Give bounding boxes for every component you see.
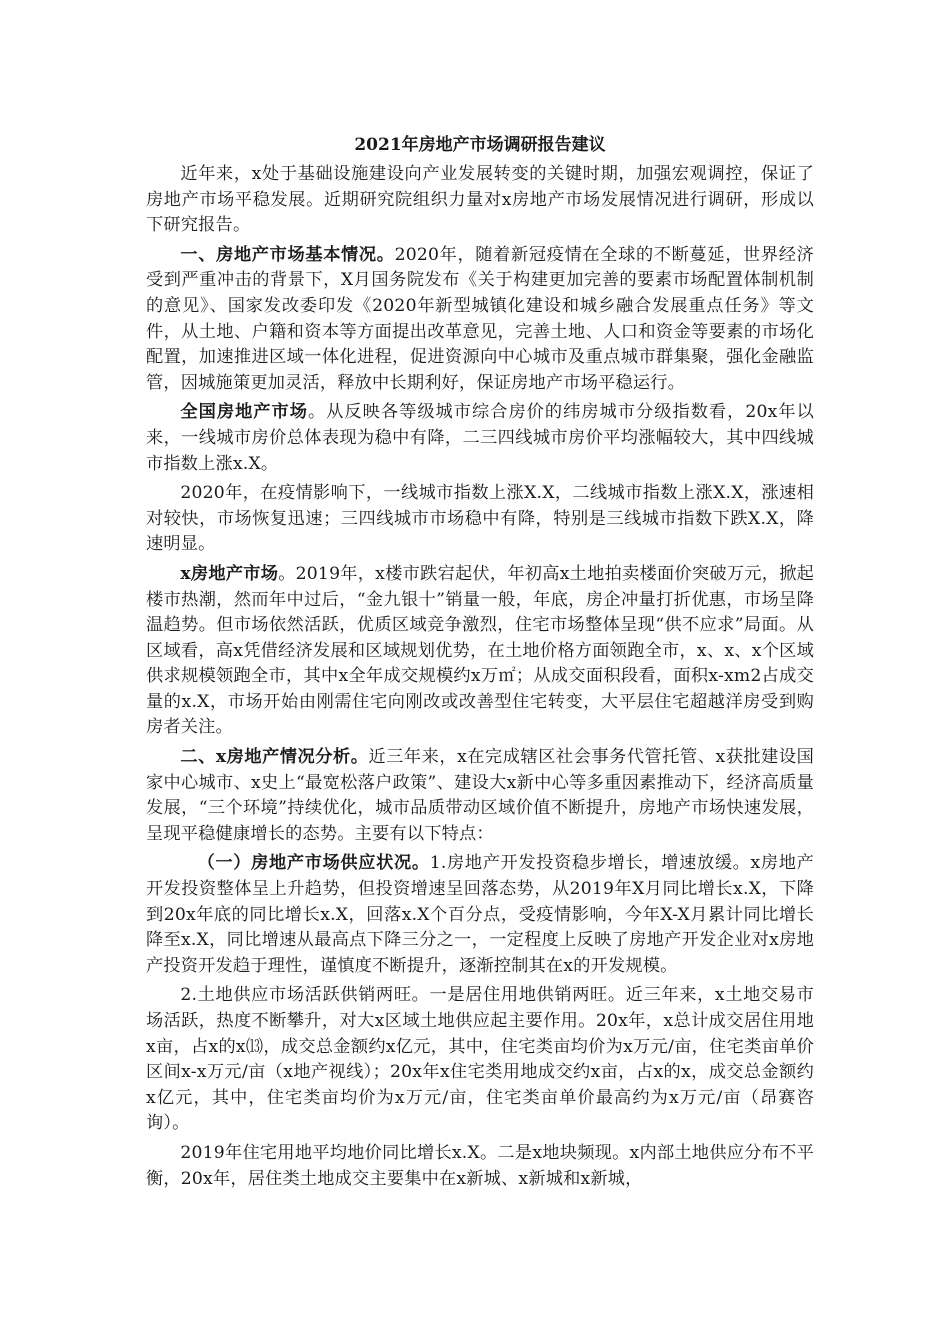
paragraph-text: 2020年，在疫情影响下，一线城市指数上涨X.X，二线城市指数上涨X.X，涨速相对较快，市场恢复迅速；三四线城市市场稳中有降，特别是三线城市指数下跌X.X，降速明显。 — [146, 483, 814, 555]
paragraph-x-market — [146, 562, 814, 741]
paragraph-text: 近三年来，x在完成辖区社会事务代管托管、x获批建设国家中心城市、x史上“最宽松落户政策”、建设大x新中心等多重因素推动下，经济高质量发展，“三个环境”持续优化，城市品质带动区域价值不断提升，房地产市场快速发展，呈现平稳健康增长的态势。主要有以下特点： — [146, 747, 814, 844]
paragraph-lead: x房地产市场 — [180, 563, 279, 584]
paragraph-land-price — [146, 1141, 814, 1192]
paragraph-text: 。2019年，x楼市跌宕起伏，年初高x土地拍卖楼面价突破万元，掀起楼市热潮，然而年中过后，“金九银十”销量一般，年底，房企冲量打折优惠，市场呈降温趋势。但市场依然活跃，优质区域竞争激烈，住宅市场整体呈现“供不应求”局面。从区域看，高x凭借经济发展和区域规划优势，在土地价格方面领跑全市，x、x、x个区域供求规模领跑全市，其中x全年成交规模约x万㎡；从成交面积段看，面积x-xm2占成交量的x.X，市场开始由刚需住宅向刚改或改善型住宅转变，大平层住宅超越洋房受到购房者关注。 — [146, 563, 815, 738]
paragraph-lead: （一）房地产市场供应状况。 — [197, 853, 430, 874]
paragraph-intro — [146, 162, 814, 239]
paragraph-text: 。从反映各等级城市综合房价的纬房城市分级指数看，20x年以来，一线城市房价总体表现为稳中有降，二三四线城市房价平均涨幅较大，其中四线城市指数上涨x.X。 — [146, 402, 814, 474]
paragraph-lead: 全国房地产市场 — [180, 402, 308, 423]
paragraph-text: 2.土地供应市场活跃供销两旺。一是居住用地供销两旺。近三年来，x土地交易市场活跃，热度不断攀升，对大x区域土地供应起主要作用。20x年，x总计成交居住用地x亩，占x的x⒀，成交总金额约x亿元，其中，住宅类亩均价为x万元/亩，住宅类亩单价区间x-x万元/亩（x地产视线）；20x年x住宅类用地成交约x亩，占x的x，成交总金额约x亿元，其中，住宅类亩均价为x万元/亩，住宅类亩单价最高约为x万元/亩（昂赛咨询）。 — [146, 985, 814, 1134]
paragraph-section-2 — [146, 745, 814, 847]
paragraph-2020-index — [146, 481, 814, 558]
paragraph-lead: 二、x房地产情况分析。 — [180, 747, 369, 768]
paragraph-national-market — [146, 400, 814, 477]
paragraph-lead: 一、房地产市场基本情况。 — [180, 244, 395, 265]
paragraph-supply — [146, 851, 814, 979]
paragraph-land-supply — [146, 983, 814, 1137]
paragraph-section-1 — [146, 243, 814, 397]
paragraph-text: 1.房地产开发投资稳步增长，增速放缓。x房地产开发投资整体呈上升趋势，但投资增速呈回落态势，从2019年X月同比增长x.X，下降到20x年底的同比增长x.X，回落x.X个百分点，受疫情影响，今年X-X月累计同比增长降至x.X，同比增速从最高点下降三分之一，一定程度上反映了房地产开发企业对x房地产投资开发趋于理性，谨慎度不断提升，逐渐控制其在x的开发规模。 — [146, 853, 814, 976]
document-page — [146, 124, 814, 1196]
paragraph-text: 2020年，随着新冠疫情在全球的不断蔓延，世界经济受到严重冲击的背景下，X月国务院发布《关于构建更加完善的要素市场配置体制机制的意见》、国家发改委印发《2020年新型城镇化建设和城乡融合发展重点任务》等文件，从土地、户籍和资本等方面提出改革意见，完善土地、人口和资金等要素的市场化配置，加速推进区域一体化进程，促进资源向中心城市及重点城市群集聚，强化金融监管，因城施策更加灵活，释放中长期利好，保证房地产市场平稳运行。 — [146, 244, 814, 393]
paragraph-text: 近年来，x处于基础设施建设向产业发展转变的关键时期，加强宏观调控，保证了房地产市场平稳发展。近期研究院组织力量对x房地产市场发展情况进行调研，形成以下研究报告。 — [146, 164, 814, 236]
document-title: 2021年房地产市场调研报告建议 — [354, 135, 606, 155]
paragraph-text: 2019年住宅用地平均地价同比增长x.X。二是x地块频现。x内部土地供应分布不平衡，20x年，居住类土地成交主要集中在x新城、x新城和x新城， — [146, 1142, 814, 1189]
